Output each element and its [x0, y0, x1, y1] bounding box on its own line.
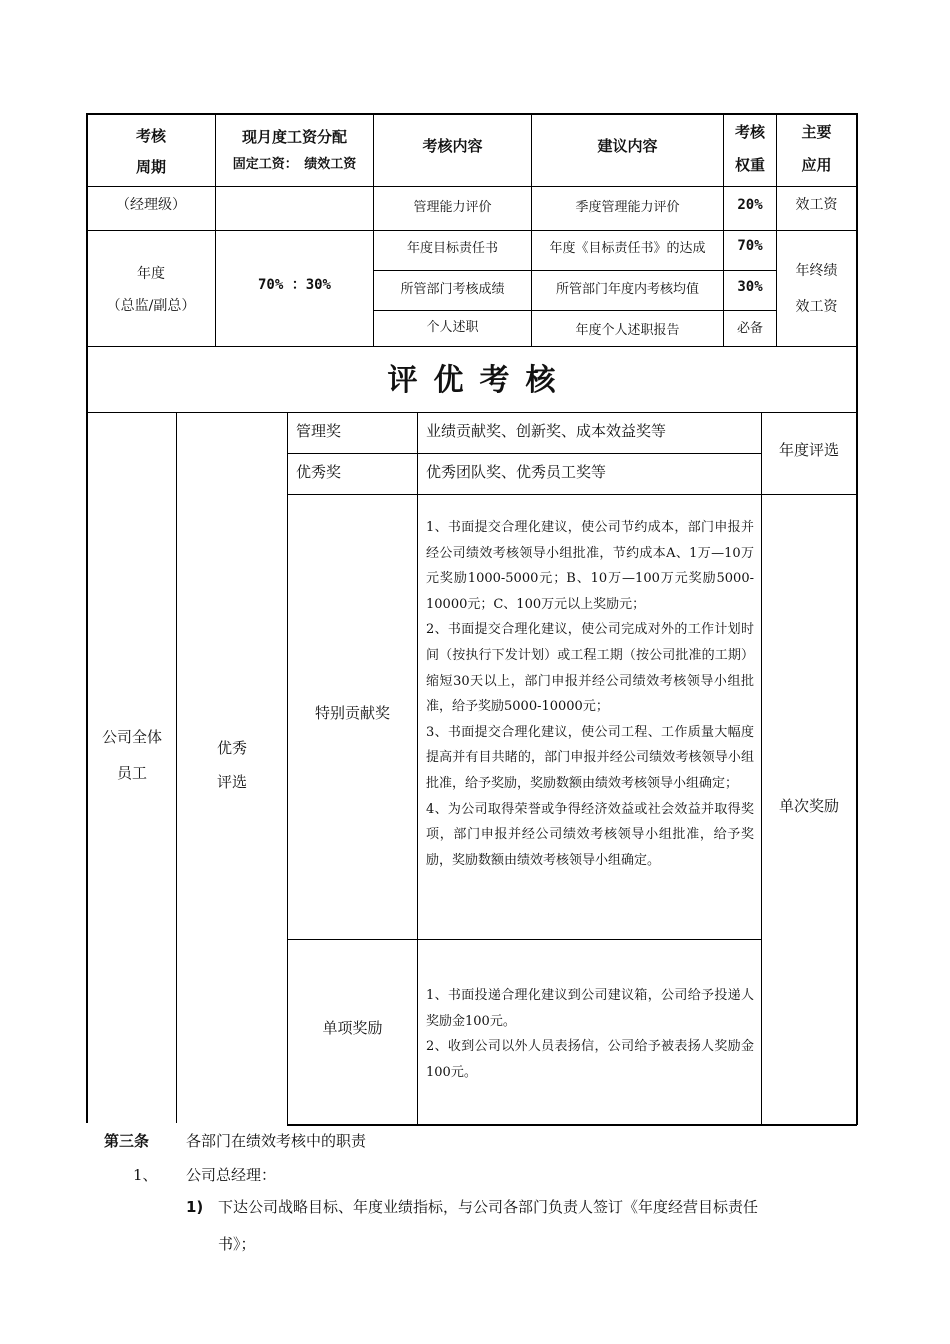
item1-number: 1、	[133, 1166, 158, 1184]
manager-content: 管理能力评价	[413, 199, 492, 215]
annual-item1-content: 年度目标责任书	[406, 240, 498, 256]
single-reward: 单次奖励	[778, 796, 839, 815]
award-scope	[88, 700, 176, 810]
annual-item3-content: 个人述职	[426, 319, 479, 335]
header-period	[87, 114, 215, 186]
annual-selection: 年度评选	[778, 440, 839, 459]
excellent-award: 优秀奖	[296, 462, 342, 481]
annual-application-line1: 年终绩	[795, 262, 838, 279]
award-type-line1: 优秀	[216, 739, 247, 757]
article-text: 各部门在绩效考核中的职责	[186, 1132, 367, 1150]
article-label: 第三条	[104, 1132, 150, 1150]
annual-application-line2: 效工资	[795, 298, 838, 315]
header-weight-line2: 权重	[734, 156, 765, 174]
header-salary-sub: 固定工资： 绩效工资	[232, 157, 357, 172]
special-award: 特别贡献奖	[314, 703, 390, 722]
special-desc-item-1: 1、书面提交合理化建议，使公司节约成本，部门申报并经公司绩效考核领导小组批准，节约成本A、1万—10万元奖励1000-5000元；B、10万—100万元奖励5000-10000元；C、100万元以上奖励元；	[426, 520, 754, 612]
management-award: 管理奖	[296, 421, 342, 440]
section-title: 评优考核	[387, 363, 572, 398]
header-period-line2: 周期	[135, 158, 166, 176]
single-award: 单项奖励	[322, 1018, 383, 1037]
annual-period-line1: 年度	[137, 265, 165, 282]
annual-item2-content: 所管部门考核成绩	[400, 281, 505, 297]
header-weight	[724, 114, 776, 186]
manager-period: （经理级）	[116, 197, 186, 213]
header-application	[777, 114, 856, 186]
award-type-line2: 评选	[216, 773, 247, 791]
special-desc	[426, 515, 754, 873]
annual-item1-suggest: 年度《目标责任书》的达成	[549, 240, 706, 256]
annual-item3-suggest: 年度个人述职报告	[575, 323, 680, 338]
award-scope-line1: 公司全体	[101, 728, 162, 746]
item1-text: 公司总经理：	[186, 1166, 277, 1184]
annual-item2-suggest: 所管部门年度内考核均值	[555, 281, 699, 297]
annual-ratio: 70% ：30%	[257, 277, 331, 293]
special-desc-item-2: 2、书面提交合理化建议，使公司完成对外的工作计划时间（按执行下发计划）或工程工期（按公司批准的工期）缩短30天以上，部门申报并经公司绩效考核领导小组批准，给予奖励5000-10000元；	[426, 622, 754, 715]
header-salary-title: 现月度工资分配	[241, 128, 347, 146]
annual-item1-weight: 70%	[737, 238, 763, 254]
single-desc-item-1: 1、书面投递合理化建议到公司建议箱，公司给予投递人奖励金100元。	[426, 988, 754, 1029]
manager-application: 效工资	[795, 197, 838, 213]
header-content: 考核内容	[422, 137, 483, 155]
manager-weight: 20%	[737, 197, 763, 213]
sub1-line2: 书》；	[218, 1235, 256, 1253]
management-desc: 业绩贡献奖、创新奖、成本效益奖等	[426, 421, 667, 440]
annual-period-line2: （总监/副总）	[106, 297, 196, 314]
award-scope-line2: 员工	[116, 764, 147, 782]
header-salary	[216, 114, 373, 186]
award-type	[177, 710, 287, 820]
special-desc-item-4: 4、为公司取得荣誉或争得经济效益或社会效益并取得奖项，部门申报并经公司绩效考核领导小组批准，给予奖励，奖励数额由绩效考核领导小组确定。	[426, 801, 754, 868]
single-desc	[426, 983, 754, 1085]
single-desc-item-2: 2、收到公司以外人员表扬信，公司给予被表扬人奖励金100元。	[426, 1039, 754, 1080]
special-desc-item-3: 3、书面提交合理化建议，使公司工程、工作质量大幅度提高并有目共睹的，部门申报并经公司绩效考核领导小组批准，给予奖励，奖励数额由绩效考核领导小组确定；	[426, 724, 754, 791]
sub1-line1: 下达公司战略目标、年度业绩指标，与公司各部门负责人签订《年度经营目标责任	[218, 1198, 759, 1216]
header-application-line1: 主要	[801, 123, 832, 141]
header-application-line2: 应用	[801, 156, 832, 174]
header-weight-line1: 考核	[734, 123, 765, 141]
excellent-desc: 优秀团队奖、优秀员工奖等	[426, 462, 607, 481]
annual-period	[87, 231, 215, 346]
header-period-line1: 考核	[135, 127, 166, 145]
manager-suggest: 季度管理能力评价	[575, 199, 680, 215]
annual-item2-weight: 30%	[737, 279, 763, 295]
header-suggest: 建议内容	[597, 137, 658, 155]
sub1-number: 1)	[186, 1198, 204, 1216]
annual-item3-weight: 必备	[736, 320, 763, 336]
annual-application	[777, 231, 856, 346]
